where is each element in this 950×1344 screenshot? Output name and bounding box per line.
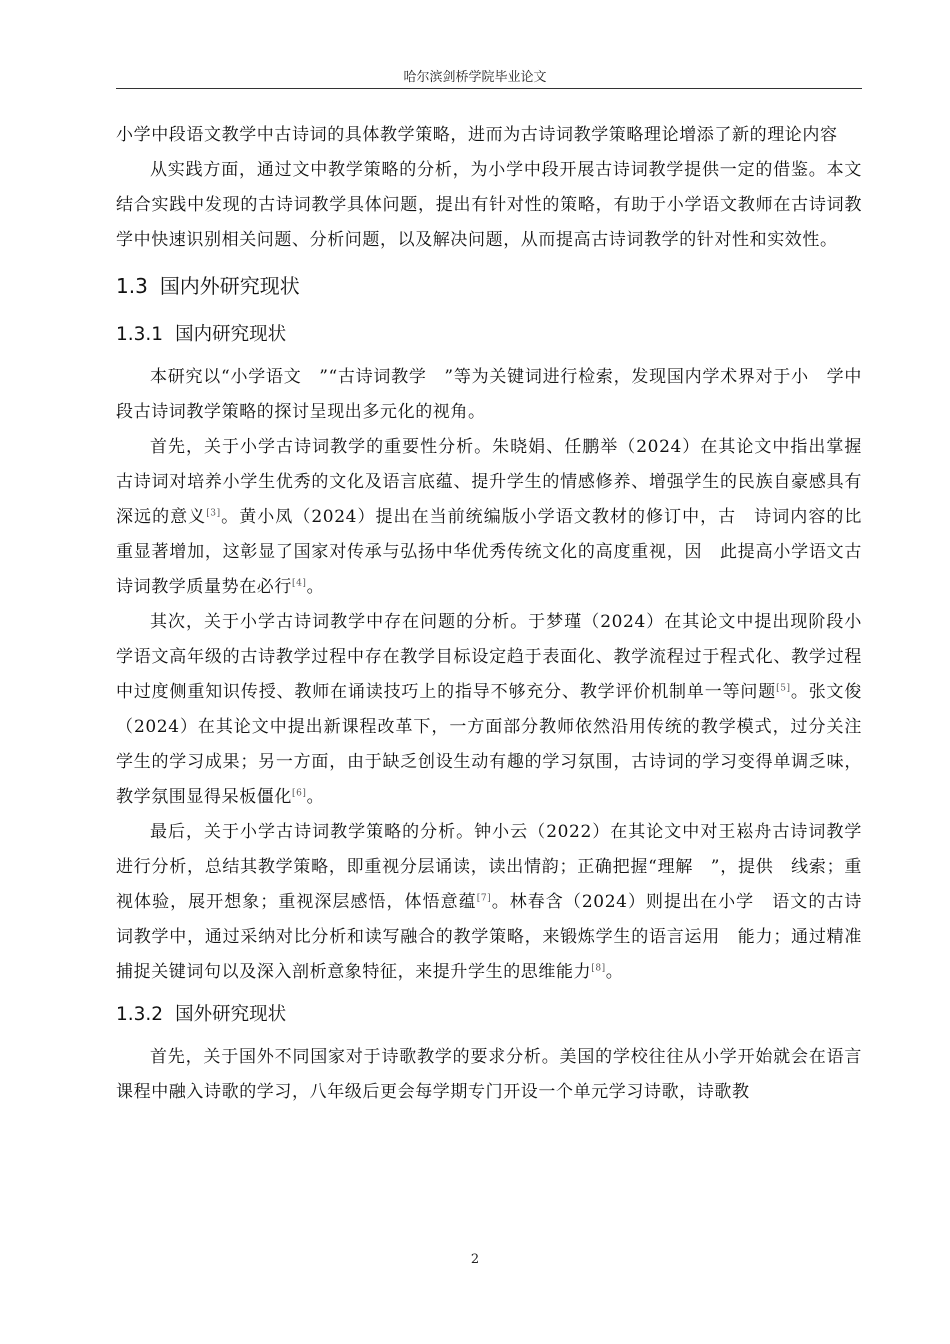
text-run: 。林春含（2024）则提出在小学 语文的古诗词教学中，通过采纳对比分析和读写融合的教学策略，来锻炼学生的语言运用 能力；通过精准捕捉关键词句以及深入剖析意象特征，来提升学生的思维能力 <box>116 892 862 982</box>
section-heading-1-3-1 <box>116 314 862 356</box>
citation-8[interactable]: [8] <box>591 963 606 974</box>
section-number: 1.3 <box>116 274 148 298</box>
section-number: 1.3.1 <box>116 324 164 345</box>
paragraph-importance <box>116 430 862 605</box>
text-run: 最后，关于小学古诗词教学策略的分析。钟小云（2022）在其论文中对王崧舟古诗词教学进行分析，总结其教学策略，即重视分层诵读，读出情韵；正确把握“理解 ”，提供 线索；重视体验，展开想象；重视深层感悟，体悟意蕴 <box>116 822 862 912</box>
paragraph-theory-continued: 小学中段语文教学中古诗词的具体教学策略，进而为古诗词教学策略理论增添了新的理论内容 <box>116 125 838 145</box>
text-run: 。张文俊（2024）在其论文中提出新课程改革下，一方面部分教师依然沿用传统的教学模式，过分关注学生的学习成果；另一方面，由于缺乏创设生动有趣的学习氛围，古诗词的学习变得单调乏味，教学氛围显得呆板僵化 <box>116 682 862 807</box>
section-title: 国内研究现状 <box>175 324 287 345</box>
paragraph-problems <box>116 605 862 815</box>
text-run: 。 <box>306 577 325 597</box>
section-title: 国内外研究现状 <box>159 274 300 298</box>
text-run: 其次，关于小学古诗词教学中存在问题的分析。于梦瑾（2024）在其论文中提出现阶段小学语文高年级的古诗教学过程中存在教学目标设定趋于表面化、教学流程过于程式化、教学过程中过度侧重知识传授、教师在诵读技巧上的指导不够充分、教学评价机制单一等问题 <box>116 612 862 702</box>
section-title: 国外研究现状 <box>175 1004 287 1025</box>
text-run: 。 <box>306 787 325 807</box>
section-heading-1-3 <box>116 264 862 308</box>
section-heading-1-3-2 <box>116 994 862 1036</box>
page-number: 2 <box>470 1252 480 1267</box>
text-run: 首先，关于小学古诗词教学的重要性分析。朱晓娟、任鹏举（2024）在其论文中指出掌握古诗词对培养小学生优秀的文化及语言底蕴、提升学生的情感修养、增强学生的民族自豪感具有深远的意义 <box>116 437 862 527</box>
body-content <box>116 118 862 1110</box>
paragraph-foreign-research: 首先，关于国外不同国家对于诗歌教学的要求分析。美国的学校往往从小学开始就会在语言课程中融入诗歌的学习，八年级后更会每学期专门开设一个单元学习诗歌，诗歌教 <box>116 1047 862 1102</box>
citation-7[interactable]: [7] <box>476 893 492 904</box>
citation-6[interactable]: [6] <box>292 788 307 799</box>
citation-3[interactable]: [3] <box>206 508 221 519</box>
citation-4[interactable]: [4] <box>292 578 307 589</box>
paragraph-strategies <box>116 815 862 990</box>
section-number: 1.3.2 <box>116 1004 164 1025</box>
running-header: 哈尔滨剑桥学院毕业论文 <box>403 70 547 85</box>
paragraph-practice: 从实践方面，通过文中教学策略的分析，为小学中段开展古诗词教学提供一定的借鉴。本文结合实践中发现的古诗词教学具体问题，提出有针对性的策略，有助于小学语文教师在古诗词教学中快速识别相关问题、分析问题，以及解决问题，从而提高古诗词教学的针对性和实效性。 <box>116 160 862 250</box>
citation-5[interactable]: [5] <box>776 683 791 694</box>
text-run: 。黄小凤（2024）提出在当前统编版小学语文教材的修订中，古 诗词内容的比重显著增加，这彰显了国家对传承与弘扬中华优秀传统文化的高度重视，因 此提高小学语文古诗词教学质量势在必行 <box>116 507 863 597</box>
paragraph-research-scope: 本研究以“小学语文 ”“古诗词教学 ”等为关键词进行检索，发现国内学术界对于小 学中段古诗词教学策略的探讨呈现出多元化的视角。 <box>116 367 862 422</box>
text-run: 。 <box>605 962 624 982</box>
header-divider <box>116 88 862 89</box>
